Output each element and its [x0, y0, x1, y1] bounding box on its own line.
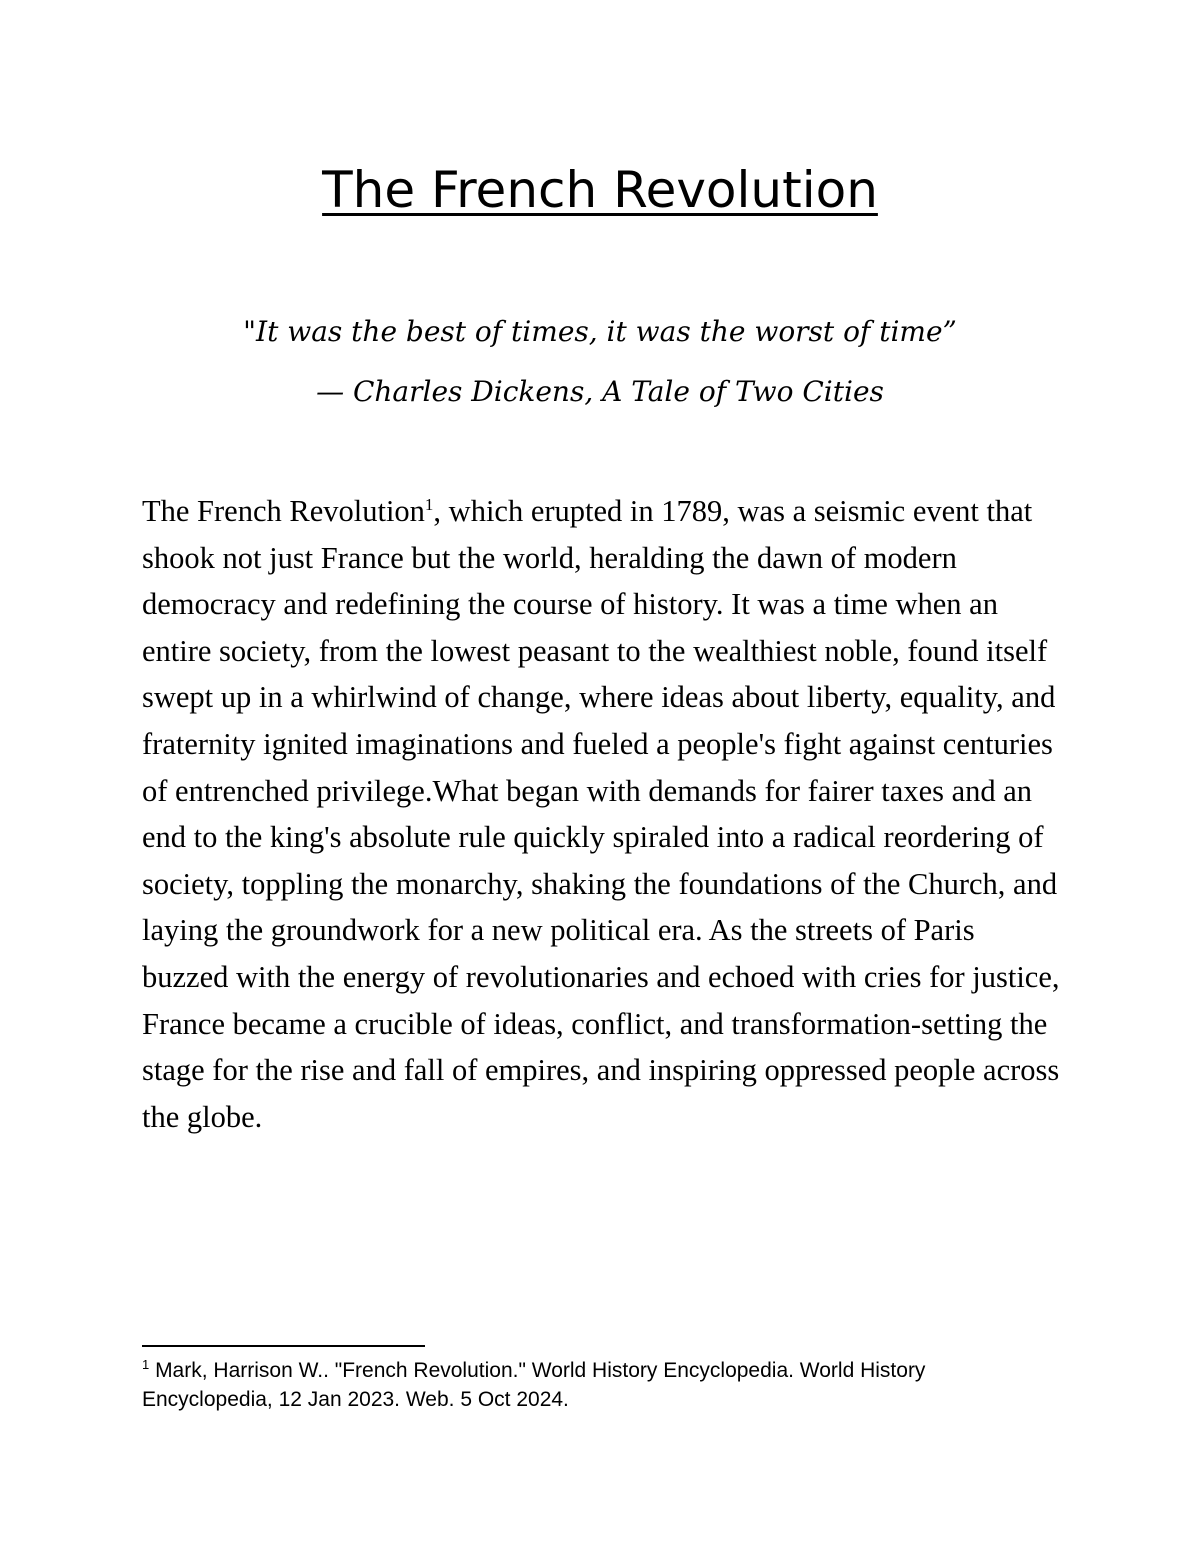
footnote-text: Mark, Harrison W.. "French Revolution." World History Encyclopedia. World History Encyclopedia, 12 Jan 2023. Web. 5 Oct 2024. — [142, 1359, 926, 1411]
body-lead: The French Revolution — [142, 494, 425, 528]
footnote-reference: 1 — [424, 494, 434, 514]
epigraph-quote: "It was the best of times, it was the worst of time” — [243, 315, 957, 348]
footnote — [142, 1356, 1062, 1414]
footnote-separator — [142, 1345, 425, 1347]
body-paragraph — [142, 488, 1062, 1140]
body-text: , which erupted in 1789, was a seismic event that shook not just France but the world, heralding the dawn of modern democracy and redefining the course of history. It was a time when an entire society, from the lowest peasant to the wealthiest noble, found itself swept up in a whirlwind of change, where ideas about liberty, equality, and fraternity ignited imaginations and fueled a people's fight against centuries of entrenched privilege.What began with demands for fairer taxes and an end to the king's absolute rule quickly spiraled into a radical reordering of society, toppling the monarchy, shaking the foundations of the Church, and laying the groundwork for a new political era. As the streets of Paris buzzed with the energy of revolutionaries and echoed with cries for justice, France became a crucible of ideas, conflict, and transformation-setting the stage for the rise and fall of empires, and inspiring oppressed people across the globe. — [142, 494, 1060, 1134]
footnote-marker: 1 — [142, 1357, 150, 1372]
epigraph-attribution: — Charles Dickens, A Tale of Two Cities — [316, 375, 884, 408]
document-title: The French Revolution — [322, 161, 878, 219]
epigraph — [0, 302, 1200, 422]
